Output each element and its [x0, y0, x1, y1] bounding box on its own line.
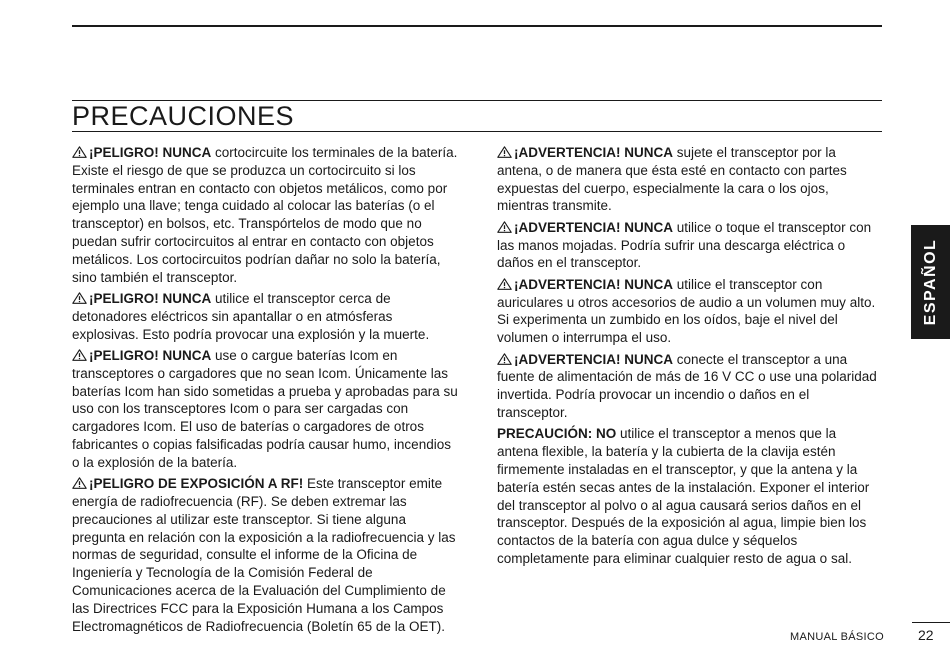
caution-body: utilice el transceptor a menos que la antena flexible, la batería y la cubierta de la clavija estén firmemente instaladas en el transceptor, y que la antena y la batería estén secas antes de la instalación. Exponer el interior del transceptor al polvo o al agua causará serios daños en el transceptor. Después de la exposición al agua, limpie bien los contactos de la batería con agua dulce y séquelos completamente para eliminar cualquier resto de agua o sal.: [497, 426, 870, 566]
footer-rule: [912, 622, 950, 623]
precaution-lead: ¡ADVERTENCIA! NUNCA: [514, 276, 673, 292]
precaution-body: utilice el transceptor con auriculares u otros accesorios de audio a un volumen muy alto. Si experimenta un zumbido en los oídos, baje el nivel del volumen o interrumpa el uso.: [497, 276, 876, 346]
precaution-lead: ¡ADVERTENCIA! NUNCA: [514, 219, 673, 235]
precaution-lead: ¡PELIGRO! NUNCA: [89, 290, 212, 306]
precaution-lead: ¡PELIGRO! NUNCA: [89, 145, 212, 160]
left-column: [72, 144, 458, 639]
precaution-paragraph: [72, 475, 458, 635]
precaution-body: utilice o toque el transceptor con las manos mojadas. Podría sufrir una descarga eléctrica o daños en el transceptor.: [497, 219, 872, 271]
precaution-lead: ¡ADVERTENCIA! NUNCA: [514, 351, 673, 367]
warning-triangle-icon: [497, 146, 512, 158]
title-rule-bottom: [72, 131, 882, 132]
warning-triangle-icon: [497, 278, 512, 290]
precaution-lead: ¡ADVERTENCIA! NUNCA: [514, 145, 673, 160]
warning-triangle-icon: [72, 349, 87, 361]
precaution-paragraph: [72, 144, 458, 286]
caution-paragraph: [497, 425, 881, 567]
precaution-paragraph: [497, 144, 881, 215]
precaution-body: Este transceptor emite energía de radiofrecuencia (RF). Se deben extremar las precauciones al utilizar este transceptor. Si tiene alguna pregunta en relación con la exposición a la radiofrecuencia y las normas de seguridad, consulte el informe de la Oficina de Ingeniería y Tecnología de la Comisión Federal de Comunicaciones acerca de la Evaluación del Cumplimiento de las Directrices FCC para la Exposición Humana a los Campos Electromagnéticos de Radiofrecuencia (Boletín 65 de la OET).: [72, 476, 456, 634]
page-title: PRECAUCIONES: [72, 101, 295, 131]
warning-triangle-icon: [72, 477, 87, 489]
precaution-body: cortocircuite los terminales de la batería. Existe el riesgo de que se produzca un cortocircuito si los terminales entran en contacto con objetos metálicos, como por ejemplo una llave; tenga cuidado al colocar las baterías (o el transceptor) en bolsos, etc. Transpórtelos de modo que no puedan sufrir cortocircuitos al entrar en contacto con objetos metálicos. Los cortocircuitos podrían dañar no solo la batería, sino también el transceptor.: [72, 145, 458, 285]
precaution-paragraph: [72, 347, 458, 472]
warning-triangle-icon: [72, 146, 87, 158]
precaution-lead: ¡PELIGRO! NUNCA: [89, 347, 212, 363]
precaution-body: sujete el transceptor por la antena, o de manera que ésta esté en contacto con partes expuestas del cuerpo, especialmente la cara o los ojos, mientras transmite.: [497, 145, 847, 214]
precaution-paragraph: [497, 276, 881, 347]
precaution-lead: ¡PELIGRO DE EXPOSICIÓN A RF!: [89, 476, 304, 492]
caution-lead: PRECAUCIÓN: NO: [497, 426, 617, 442]
page-number: 22: [918, 627, 934, 643]
right-column: [497, 144, 881, 571]
precaution-body: utilice el transceptor cerca de detonadores eléctricos sin apantallar o en atmósferas explosivas. Esto podría provocar una explosión y la muerte.: [72, 290, 430, 342]
precaution-paragraph: [497, 351, 881, 422]
language-tab: [911, 225, 950, 339]
warning-triangle-icon: [497, 353, 512, 365]
language-tab-label: ESPAÑOL: [921, 238, 939, 326]
precaution-paragraph: [72, 290, 458, 343]
footer-manual-label: MANUAL BÁSICO: [790, 631, 884, 643]
precaution-body: conecte el transceptor a una fuente de alimentación de más de 16 V CC o use una polaridad invertida. Podría provocar un incendio o daños en el transceptor.: [497, 351, 877, 420]
warning-triangle-icon: [497, 221, 512, 233]
precaution-body: use o cargue baterías Icom en transceptores o cargadores que no sean Icom. Únicamente las baterías Icom han sido sometidas a prueba y aprobadas para su uso con los transceptores Icom o para ser cargadas con cargadores Icom. El uso de baterías o cargadores de otros fabricantes o copias falsificadas podría causar humo, incendios o la explosión de la batería.: [72, 347, 458, 470]
precaution-paragraph: [497, 219, 881, 272]
header-rule: [72, 25, 882, 27]
warning-triangle-icon: [72, 292, 87, 304]
